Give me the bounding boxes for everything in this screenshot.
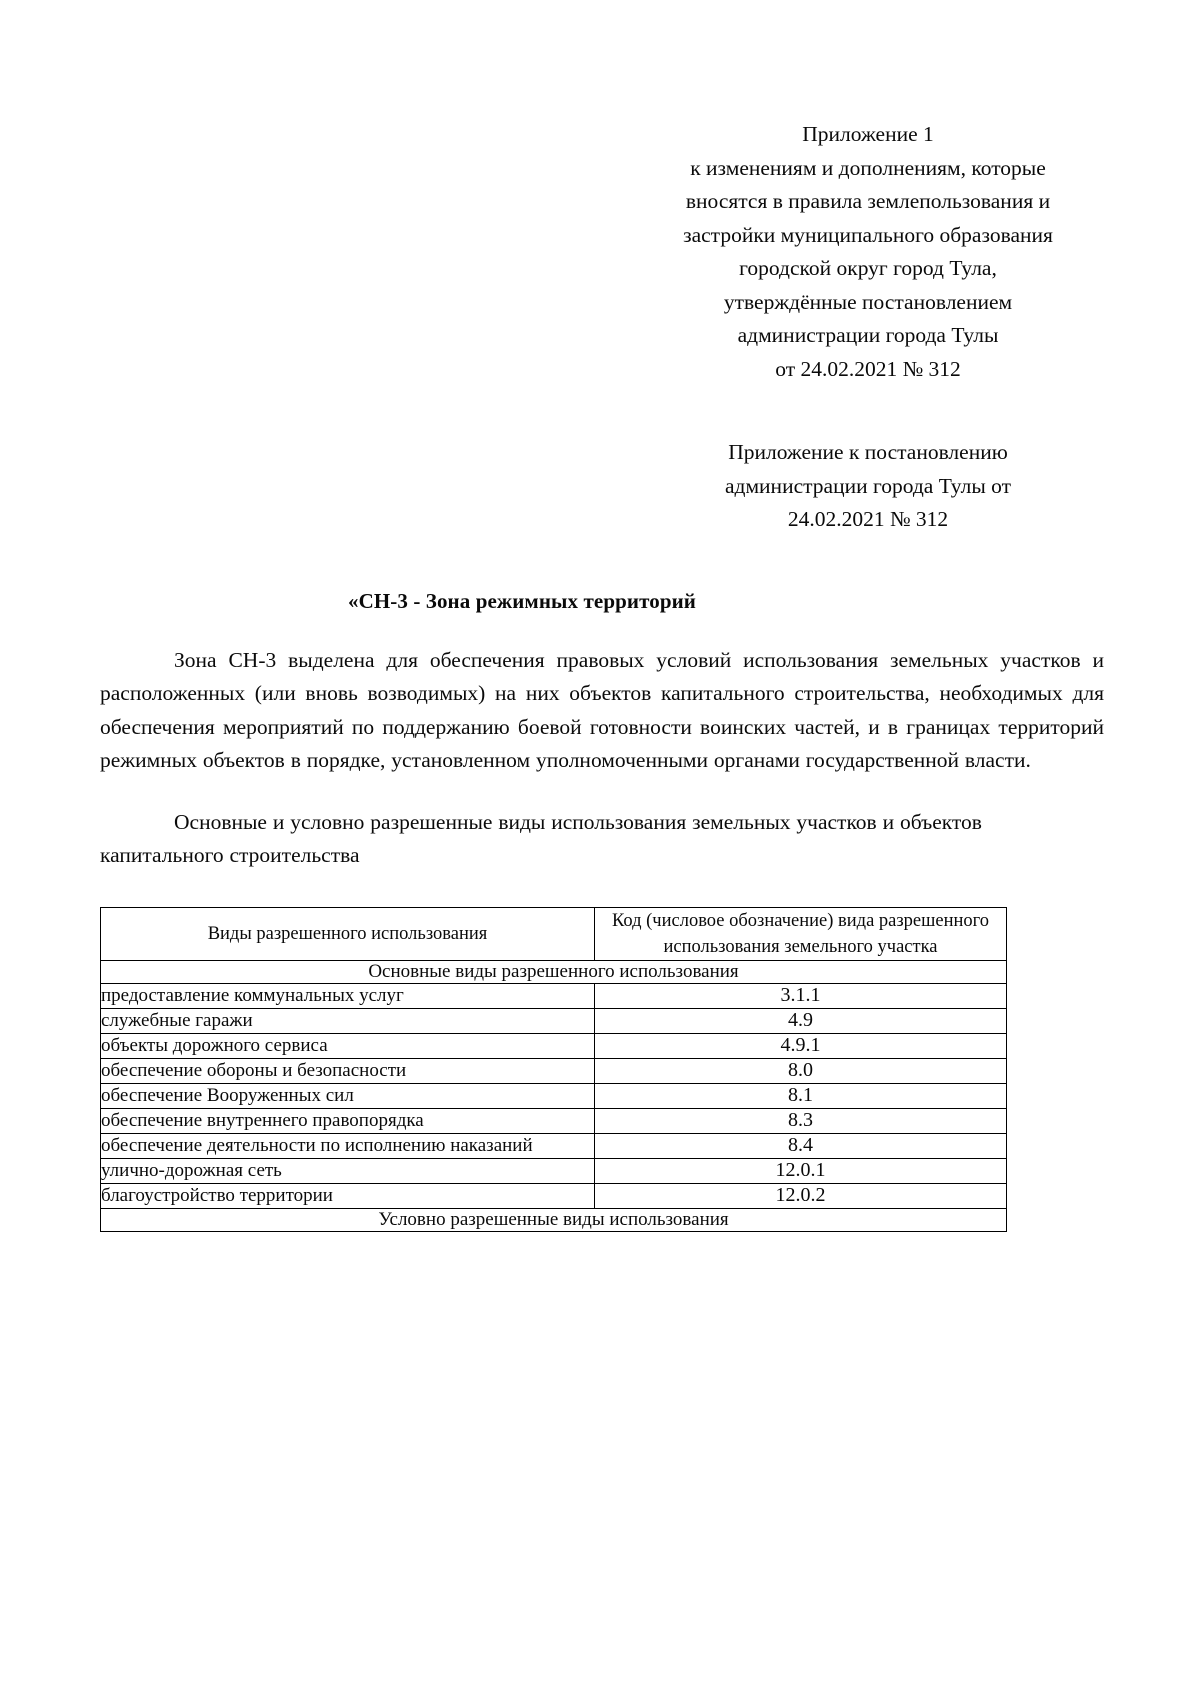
table-section-row-conditional xyxy=(101,1208,1007,1231)
appendix-header-line: городской округ город Тула, xyxy=(739,256,997,280)
use-name: служебные гаражи xyxy=(101,1008,595,1033)
use-code: 12.0.1 xyxy=(595,1158,1007,1183)
appendix-header-line: администрации города Тулы xyxy=(737,323,999,347)
appendix-header-block-secondary xyxy=(642,436,1094,537)
permitted-uses-intro-paragraph: Основные и условно разрешенные виды использования земельных участков и объектов капитального строительства xyxy=(100,809,982,867)
table-row xyxy=(101,1133,1007,1158)
use-name: предоставление коммунальных услуг xyxy=(101,983,595,1008)
use-code: 4.9.1 xyxy=(595,1033,1007,1058)
use-name: обеспечение внутреннего правопорядка xyxy=(101,1108,595,1133)
use-name: объекты дорожного сервиса xyxy=(101,1033,595,1058)
appendix-header-line: к изменениям и дополнениям, которые xyxy=(690,155,1046,180)
table-row xyxy=(101,1058,1007,1083)
use-code: 12.0.2 xyxy=(595,1183,1007,1208)
use-code: 8.3 xyxy=(595,1108,1007,1133)
zone-title: «СН-3 - Зона режимных территорий xyxy=(347,588,696,613)
permitted-uses-table xyxy=(100,907,1007,1232)
appendix-header-block-primary xyxy=(642,118,1094,386)
column-header-use-type: Виды разрешенного использования xyxy=(101,907,595,960)
use-code: 8.1 xyxy=(595,1083,1007,1108)
zone-description-paragraph: Зона СН-3 выделена для обеспечения правовых условий использования земельных участков и расположенных (или вновь возводимых) на них объектов капитального строительства, необходимых для обеспечения мероприятий по поддержанию боевой готовности воинских частей, и в границах территорий режимных объектов в порядке, установленном уполномоченными органами государственной власти. xyxy=(100,647,1104,772)
use-name: благоустройство территории xyxy=(101,1183,595,1208)
table-row xyxy=(101,1033,1007,1058)
use-name: обеспечение обороны и безопасности xyxy=(101,1058,595,1083)
use-code: 8.4 xyxy=(595,1133,1007,1158)
table-row xyxy=(101,1183,1007,1208)
table-row xyxy=(101,1158,1007,1183)
appendix-header-line: утверждённые постановлением xyxy=(723,289,1013,314)
column-header-code: Код (числовое обозначение) вида разрешенного использования земельного участка xyxy=(595,907,1007,960)
table-header-row xyxy=(101,907,1007,960)
use-name: обеспечение деятельности по исполнению наказаний xyxy=(101,1133,595,1158)
appendix-secondary-line: Приложение к постановлению xyxy=(728,440,1008,464)
table-section-row-main xyxy=(101,960,1007,983)
appendix-header-line: вносятся в правила землепользования и xyxy=(685,189,1051,213)
section-label-conditional-uses: Условно разрешенные виды использования xyxy=(101,1208,1007,1231)
table-row xyxy=(101,1083,1007,1108)
table-row xyxy=(101,1108,1007,1133)
appendix-header-date: от 24.02.2021 № 312 xyxy=(775,356,961,381)
use-code: 3.1.1 xyxy=(595,983,1007,1008)
use-name: улично-дорожная сеть xyxy=(101,1158,595,1183)
use-code: 8.0 xyxy=(595,1058,1007,1083)
table-row xyxy=(101,983,1007,1008)
appendix-header-line: застройки муниципального образования xyxy=(683,222,1053,247)
appendix-secondary-date: 24.02.2021 № 312 xyxy=(787,507,949,531)
appendix-secondary-line: администрации города Тулы от xyxy=(724,473,1012,498)
table-row xyxy=(101,1008,1007,1033)
section-label-main-uses: Основные виды разрешенного использования xyxy=(101,960,1007,983)
use-code: 4.9 xyxy=(595,1008,1007,1033)
use-name: обеспечение Вооруженных сил xyxy=(101,1083,595,1108)
appendix-header-line: Приложение 1 xyxy=(802,122,934,146)
